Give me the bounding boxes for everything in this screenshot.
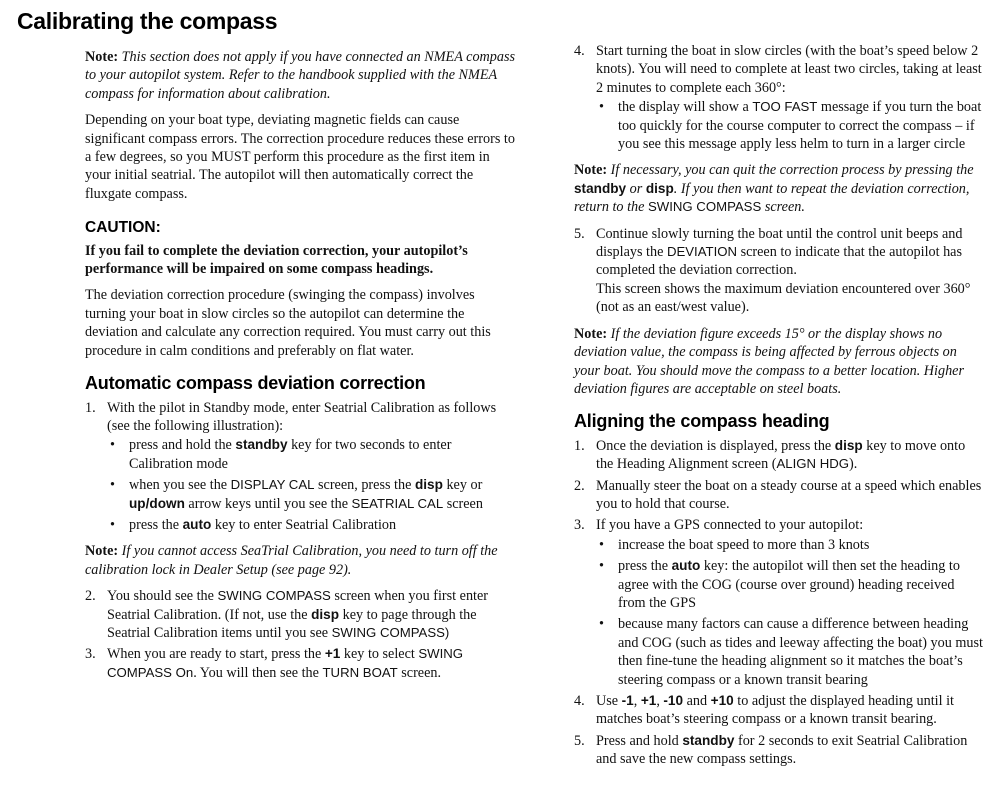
text: You should see the xyxy=(107,588,218,605)
align-step-5 xyxy=(574,732,984,769)
text: or xyxy=(626,180,646,197)
key-up-down: up/down xyxy=(129,495,185,511)
screen-name: DEVIATION xyxy=(666,244,738,260)
screen-name: SWING COMPASS On xyxy=(107,646,464,680)
section-heading-align-heading: Aligning the compass heading xyxy=(574,411,830,432)
procedure-paragraph: The deviation correction procedure (swinging the compass) involves turning your boat in slow circles so the autopilot can determine the deviation and calculate any correction required. You must carry out this procedure in calm conditions and preferably on flat water. xyxy=(85,287,491,359)
key-plus-10: +10 xyxy=(710,693,734,708)
key-minus-1: -1 xyxy=(621,693,634,708)
key-minus-10: -10 xyxy=(663,693,684,708)
step-number: 4. xyxy=(574,693,585,709)
key-disp: disp xyxy=(311,606,340,622)
bullet-item xyxy=(107,476,515,513)
screen-name: SWING COMPASS xyxy=(217,588,331,604)
note-text: If the deviation figure exceeds 15° or the display shows no deviation value, the compass is being affected by ferrous objects on your boat. You should move the compass to a better location. Higher deviation figures are acceptable on steel boats. xyxy=(574,325,964,397)
align-steps-list xyxy=(574,437,984,769)
text: press the xyxy=(618,558,672,575)
text: when you see the xyxy=(129,477,231,494)
note-quit-process xyxy=(574,161,984,216)
bullet-icon: • xyxy=(110,477,115,494)
bullet-item xyxy=(107,436,515,473)
step-4-bullets xyxy=(596,98,984,153)
step-text: Manually steer the boat on a steady course at a speed which enables you to hold that course. xyxy=(596,477,982,512)
step-1 xyxy=(85,399,515,535)
text: key for two seconds to enter Calibration mode xyxy=(129,437,452,472)
deviation-steps-list-cont xyxy=(85,587,515,682)
caution-heading: CAUTION: xyxy=(85,219,161,237)
note-label: Note: xyxy=(85,543,119,560)
text: ). xyxy=(849,456,858,473)
bullet-item xyxy=(596,536,984,554)
note-deviation-figure xyxy=(574,325,984,399)
bullet-icon: • xyxy=(110,516,115,533)
step-number: 2. xyxy=(85,588,96,605)
text: key to page through the Seatrial Calibration items until you see xyxy=(107,606,477,641)
key-plus-1: +1 xyxy=(324,646,341,662)
text: increase the boat speed to more than 3 knots xyxy=(618,536,870,553)
key-standby: standby xyxy=(682,732,735,748)
text: screen xyxy=(443,495,483,512)
step-number: 2. xyxy=(574,477,585,494)
align-step-2 xyxy=(574,477,984,514)
screen-name: DISPLAY CAL xyxy=(230,477,315,493)
screen-name: TURN BOAT xyxy=(322,664,398,680)
text: Press and hold xyxy=(596,732,683,749)
deviation-steps-list xyxy=(85,399,515,535)
text: . If you then want to repeat the deviation correction, return to the xyxy=(574,180,970,216)
key-auto: auto xyxy=(671,558,701,574)
text: , xyxy=(633,693,641,709)
text: arrow keys until you see the xyxy=(184,495,352,512)
bullet-item xyxy=(596,557,984,612)
bullet-item xyxy=(596,615,984,689)
section-heading-auto-deviation: Automatic compass deviation correction xyxy=(85,373,426,394)
note-label: Note: xyxy=(85,49,119,65)
key-disp: disp xyxy=(834,437,863,453)
step-5 xyxy=(574,225,984,317)
text: screen. xyxy=(761,199,805,216)
key-plus-1: +1 xyxy=(640,693,657,708)
text: Use xyxy=(596,693,622,709)
text: because many factors can cause a difference between heading and COG (such as tides and leeway affecting the boat) you must then fine-tune the heading alignment so it matches the boat’s steering compass or a known transit bearing xyxy=(618,616,983,688)
text: and xyxy=(683,693,711,709)
screen-name: SWING COMPASS) xyxy=(331,624,450,640)
text: screen, press the xyxy=(314,477,415,494)
text: Continue slowly turning the boat until the control unit beeps and displays the xyxy=(596,225,963,261)
step-number: 5. xyxy=(574,732,585,749)
screen-name: TOO FAST xyxy=(752,99,818,115)
page-title: Calibrating the compass xyxy=(17,8,278,34)
text: key or xyxy=(442,477,483,494)
bullet-icon: • xyxy=(599,616,604,633)
step-text: Start turning the boat in slow circles (with the boat’s speed below 2 knots). You will need to complete at least two circles, taking at least 2 minutes to complete each 360°: xyxy=(596,43,982,96)
key-standby: standby xyxy=(235,437,288,453)
text: This screen shows the maximum deviation encountered over 360° (not as an east/west value). xyxy=(596,280,971,316)
text: key to enter Seatrial Calibration xyxy=(211,516,397,533)
align-step-1 xyxy=(574,437,984,474)
key-standby: standby xyxy=(574,180,627,196)
deviation-steps-list-right-cont xyxy=(574,225,984,317)
step-number: 3. xyxy=(85,646,96,663)
align-step-3 xyxy=(574,516,984,689)
right-column xyxy=(574,42,984,772)
bullet-item xyxy=(107,516,515,534)
caution-text: If you fail to complete the deviation correction, your autopilot’s performance will be impaired on some compass headings. xyxy=(85,242,468,278)
note-seatrial-lock xyxy=(85,542,515,579)
screen-name: SWING COMPASS xyxy=(647,199,762,215)
text: message if you turn the boat too quickly for the course computer to correct the compass – if you see this message apply less helm to turn in a larger circle xyxy=(618,99,982,153)
text: When you are ready to start, press the xyxy=(107,646,325,663)
note-text: This section does not apply if you have connected an NMEA compass to your autopilot system. Refer to the handbook supplied with the NMEA compass for information about calibration. xyxy=(85,49,516,102)
text: screen when you first enter Seatrial Calibration. (If not, use the xyxy=(107,588,489,623)
key-disp: disp xyxy=(645,180,674,196)
text: If necessary, you can quit the correction process by pressing the xyxy=(610,162,974,179)
text: . You will then see the xyxy=(193,664,323,681)
note-label: Note: xyxy=(574,162,608,179)
text: key to select xyxy=(340,646,419,663)
text: screen to indicate that the autopilot has completed the deviation correction. xyxy=(596,244,963,279)
left-column xyxy=(85,48,515,685)
step-2 xyxy=(85,587,515,642)
text: the display will show a xyxy=(618,99,753,116)
step-number: 1. xyxy=(574,437,585,454)
key-auto: auto xyxy=(182,516,212,532)
text: for 2 seconds to exit Seatrial Calibration and save the new compass settings. xyxy=(596,732,968,768)
bullet-icon: • xyxy=(599,536,604,553)
text: to adjust the displayed heading until it matches boat’s steering compass or a known transit bearing. xyxy=(596,693,954,728)
intro-paragraph: Depending on your boat type, deviating magnetic fields can cause significant compass errors. The correction procedure reduces these errors to a few degrees, so you MUST perform this procedure as the first item in your initial seatrial. The autopilot will then automatically correct the fluxgate compass. xyxy=(85,112,515,202)
step-text: If you have a GPS connected to your autopilot: xyxy=(596,517,864,534)
step-number: 4. xyxy=(574,43,585,59)
text: press and hold the xyxy=(129,437,236,454)
deviation-steps-list-right xyxy=(574,42,984,153)
text: screen. xyxy=(397,664,442,681)
note-nmea xyxy=(85,48,515,103)
note-label: Note: xyxy=(574,325,608,342)
step-number: 3. xyxy=(574,517,585,534)
text: key: the autopilot will then set the heading to agree with the COG (course over ground) heading received from the GPS xyxy=(618,558,960,611)
bullet-icon: • xyxy=(599,99,604,116)
step-text: With the pilot in Standby mode, enter Seatrial Calibration as follows (see the following illustration): xyxy=(107,399,497,434)
bullet-item xyxy=(596,98,984,153)
align-step-4 xyxy=(574,692,984,729)
screen-name: ALIGN HDG xyxy=(776,456,849,472)
step-1-bullets xyxy=(107,436,515,534)
text: key to move onto the Heading Alignment screen ( xyxy=(596,437,966,473)
bullet-icon: • xyxy=(110,437,115,454)
step-number: 1. xyxy=(85,399,96,416)
text: , xyxy=(656,693,664,709)
align-step-3-bullets xyxy=(596,536,984,689)
step-number: 5. xyxy=(574,225,585,242)
text: press the xyxy=(129,516,183,533)
key-disp: disp xyxy=(414,477,443,493)
text: Once the deviation is displayed, press the xyxy=(596,437,835,454)
bullet-icon: • xyxy=(599,558,604,575)
screen-name: SEATRIAL CAL xyxy=(351,495,444,511)
step-4 xyxy=(574,42,984,153)
note-text: If you cannot access SeaTrial Calibration, you need to turn off the calibration lock in Dealer Setup (see page 92). xyxy=(85,543,498,578)
step-3 xyxy=(85,645,515,682)
